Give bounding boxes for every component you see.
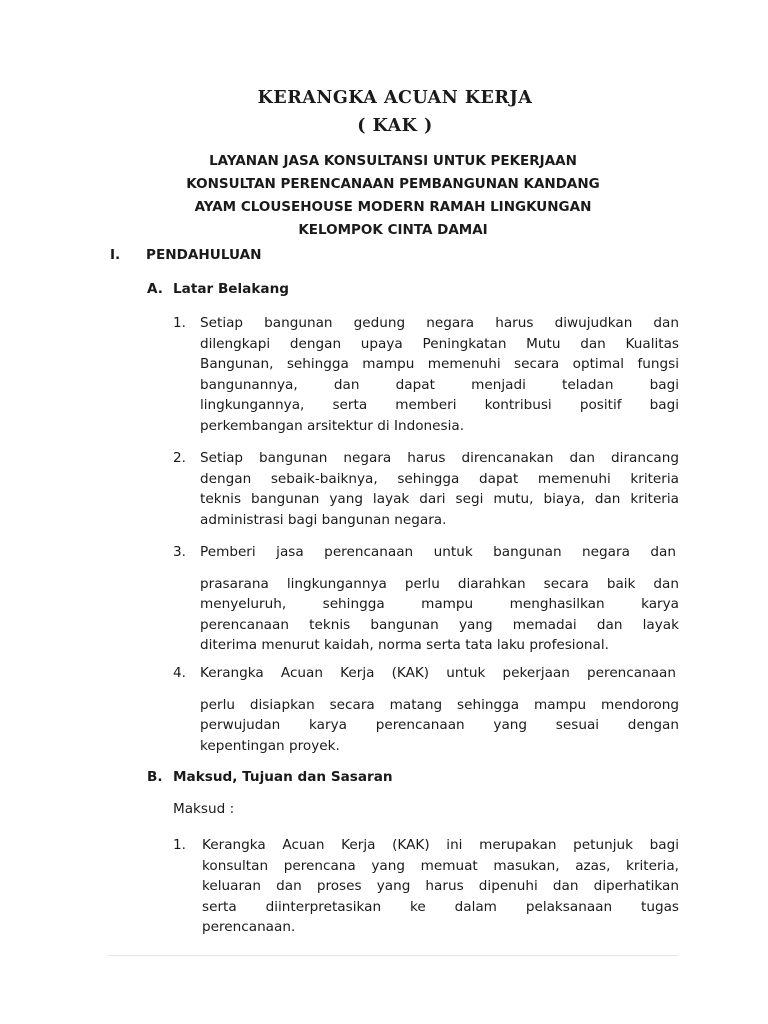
list-item-line: administrasi bagi bangunan negara.: [200, 511, 447, 528]
list-item-line: serta diinterpretasikan ke dalam pelaksanaan tugas: [202, 898, 679, 915]
list-item-line: teknis bangunan yang layak dari segi mutu, biaya, dan kriteria: [200, 491, 679, 507]
section-label: PENDAHULUAN: [146, 247, 262, 263]
section-number: I.: [110, 247, 121, 263]
document-title-abbreviation: ( KAK ): [357, 116, 433, 136]
subsection-number: B.: [147, 769, 163, 785]
list-item-line: diterima menurut kaidah, norma serta tata laku profesional.: [200, 637, 609, 653]
list-item-line: prasarana lingkungannya perlu diarahkan secara baik dan: [200, 575, 679, 592]
list-item-line: bangunannya, dan dapat menjadi teladan bagi: [200, 376, 679, 393]
list-item-line: Setiap bangunan negara harus direncanakan dan dirancang: [200, 450, 679, 466]
document-title: KERANGKA ACUAN KERJA: [257, 88, 533, 108]
list-item: [173, 542, 679, 656]
page-divider: [108, 955, 678, 956]
subsection-label: Maksud, Tujuan dan Sasaran: [173, 769, 393, 785]
list-item-line: konsultan perencana yang memuat masukan, azas, kriteria,: [202, 857, 679, 874]
list-item: [173, 313, 679, 436]
list-item-line: dengan sebaik-baiknya, sehingga dapat memenuhi kriteria: [200, 470, 679, 487]
list-item-number: 3.: [173, 544, 186, 560]
list-item-line: Bangunan, sehingga mampu memenuhi secara optimal fungsi: [200, 356, 679, 372]
list-item-line: Pemberi jasa perencanaan untuk bangunan negara dan: [200, 544, 676, 560]
subtitle-line: AYAM CLOUSEHOUSE MODERN RAMAH LINGKUNGAN: [194, 199, 592, 215]
list-item-line: Kerangka Acuan Kerja (KAK) ini merupakan petunjuk bagi: [202, 837, 679, 853]
list-item-number: 1.: [173, 315, 186, 331]
list-item-line: keluaran dan proses yang harus dipenuhi dan diperhatikan: [202, 878, 679, 894]
list-item-line: perkembangan arsitektur di Indonesia.: [200, 417, 465, 434]
subsection-label: Latar Belakang: [173, 281, 289, 297]
list-item-line: perencanaan.: [202, 919, 296, 935]
list-item: [173, 663, 679, 756]
list-item: [173, 448, 679, 530]
list-item-line: perwujudan karya perencanaan yang sesuai dengan: [200, 717, 679, 733]
list-item-line: perencanaan teknis bangunan yang memadai dan layak: [200, 616, 679, 633]
list-item-line: Setiap bangunan gedung negara harus diwujudkan dan: [200, 315, 679, 331]
list-item-number: 1.: [173, 837, 186, 853]
maksud-label: Maksud :: [173, 801, 235, 817]
list-item-line: kepentingan proyek.: [200, 737, 340, 754]
subsection-number: A.: [147, 281, 163, 297]
list-item-line: lingkungannya, serta memberi kontribusi positif bagi: [200, 397, 679, 413]
list-item: [173, 835, 679, 938]
subtitle-line: KONSULTAN PERENCANAAN PEMBANGUNAN KANDANG: [186, 176, 600, 192]
subtitle-line: LAYANAN JASA KONSULTANSI UNTUK PEKERJAAN: [209, 153, 577, 169]
list-item-number: 4.: [173, 665, 186, 681]
list-item-line: Kerangka Acuan Kerja (KAK) untuk pekerjaan perencanaan: [200, 665, 676, 681]
list-item-line: menyeluruh, sehingga mampu menghasilkan karya: [200, 596, 679, 612]
subtitle-line: KELOMPOK CINTA DAMAI: [298, 222, 488, 238]
list-item-number: 2.: [173, 450, 186, 466]
list-item-line: dilengkapi dengan upaya Peningkatan Mutu dan Kualitas: [200, 335, 679, 352]
list-item-line: perlu disiapkan secara matang sehingga mampu mendorong: [200, 696, 679, 713]
document-subtitle: [0, 150, 768, 242]
